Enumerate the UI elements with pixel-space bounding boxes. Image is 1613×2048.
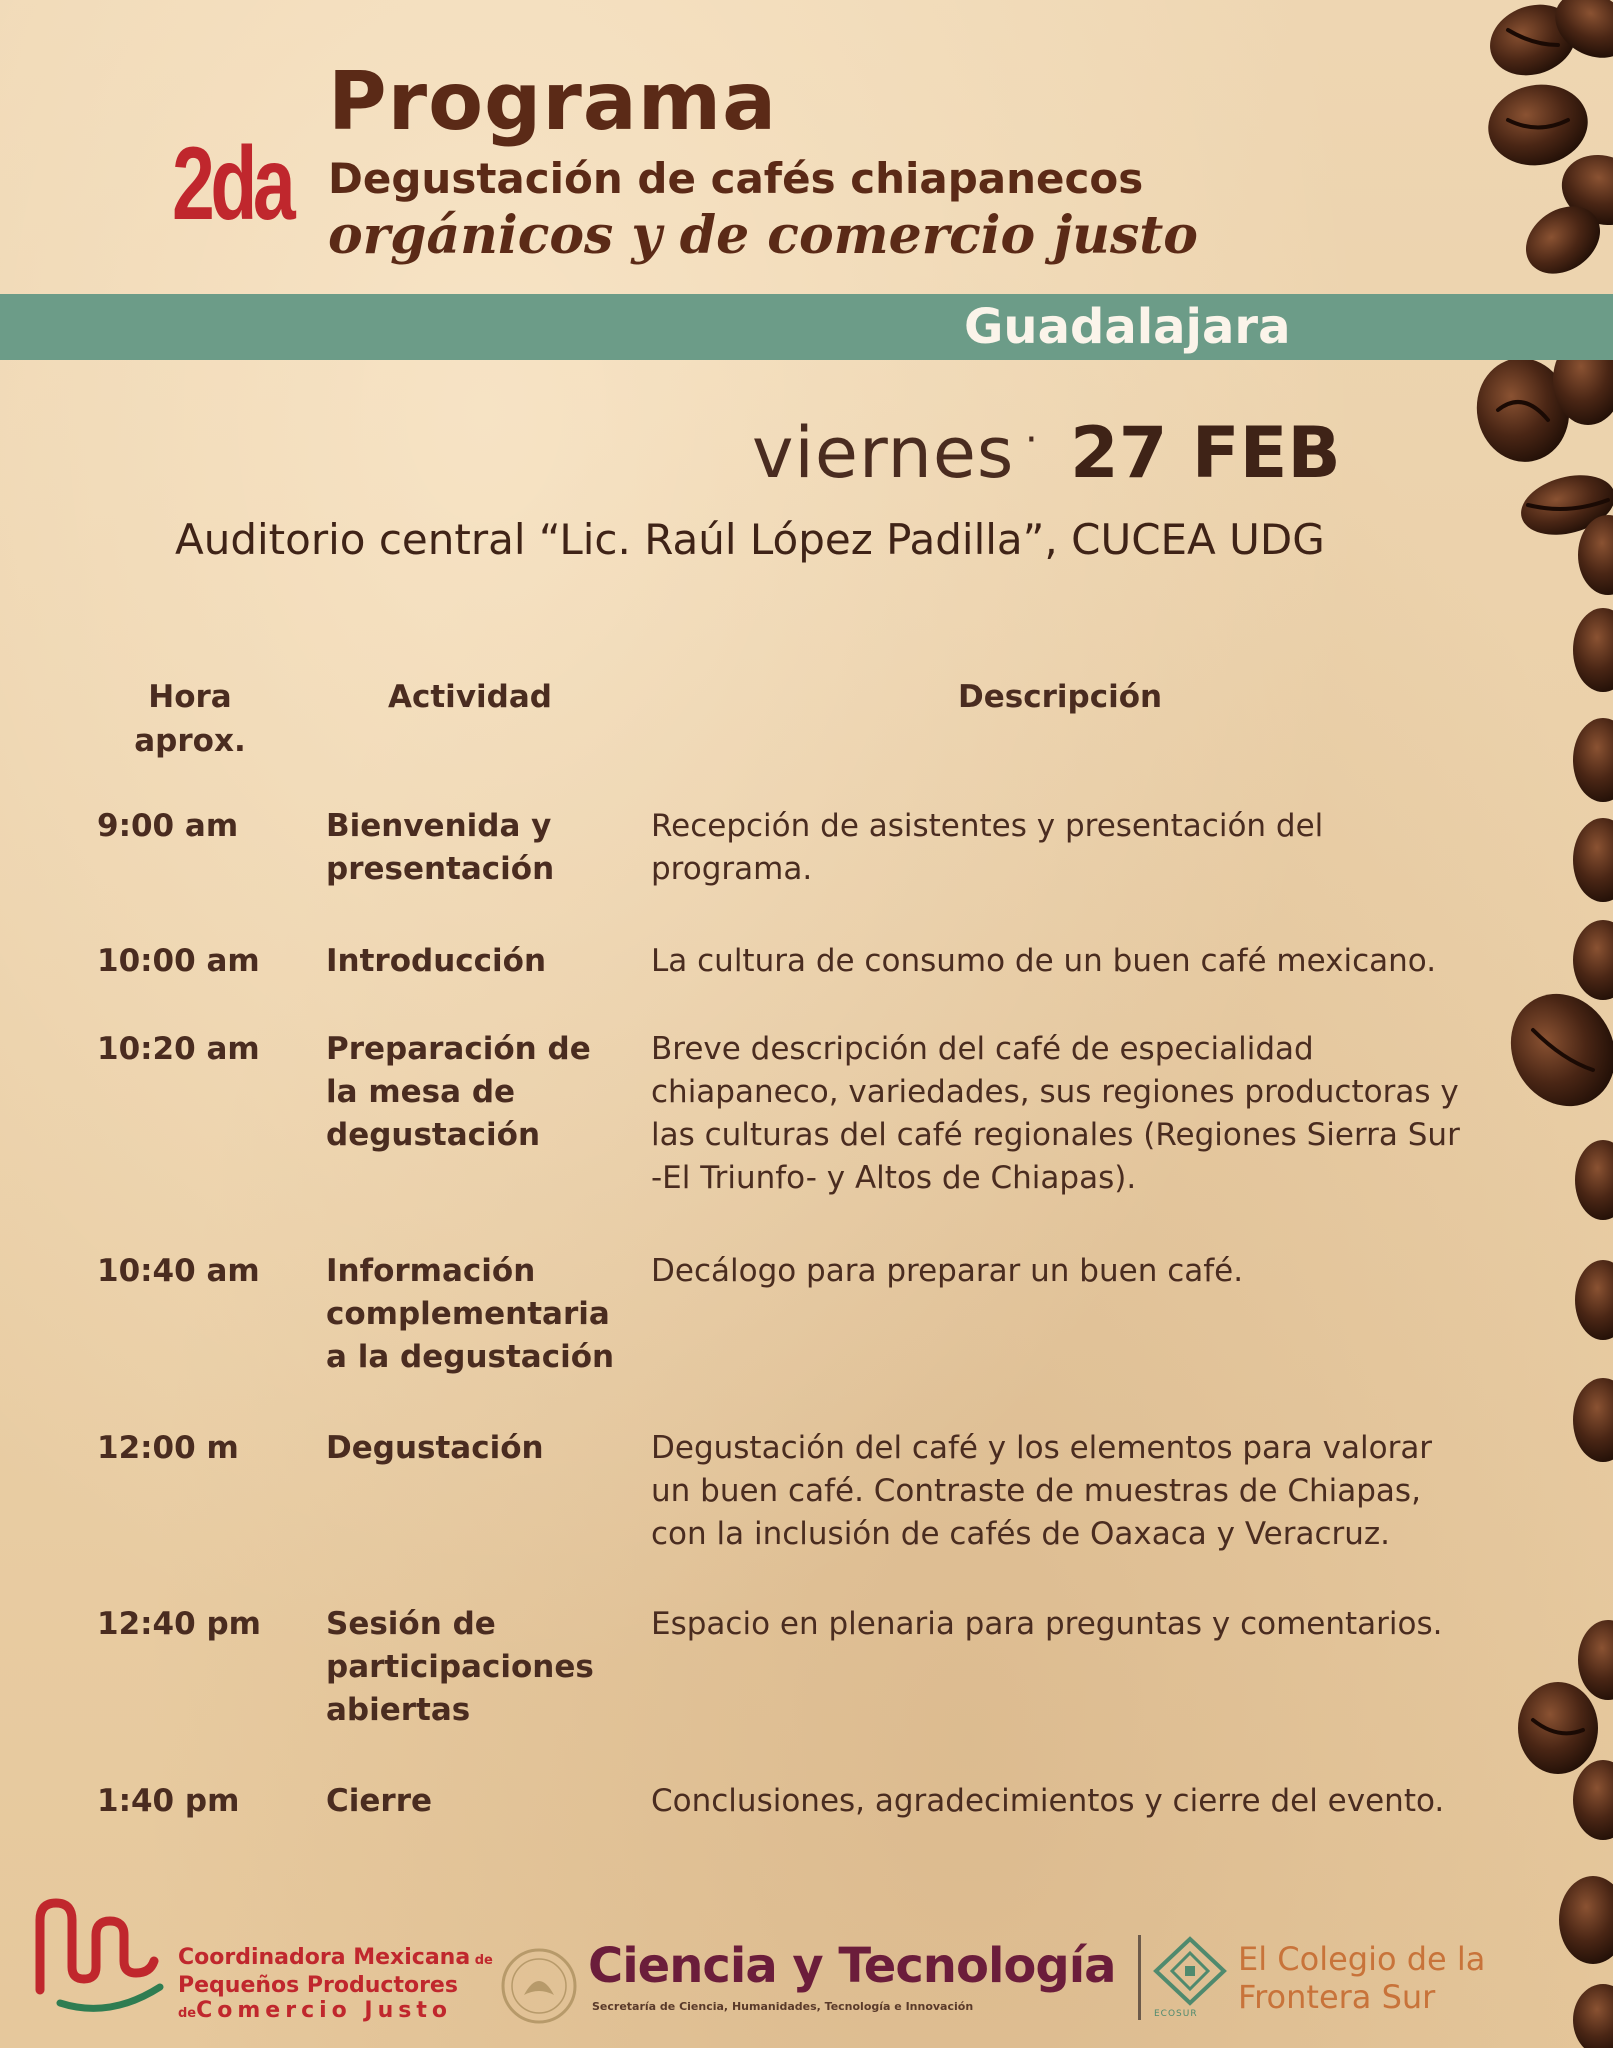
row-time: 10:00 am — [97, 943, 260, 979]
cmpp-logo-icon — [30, 1895, 170, 2013]
event-weekday: viernes — [752, 412, 1015, 494]
header-hora-line1: Hora — [148, 679, 232, 715]
cmpp-line3-small: de — [178, 2006, 197, 2021]
row-time: 12:40 pm — [97, 1606, 261, 1642]
header-actividad: Actividad — [388, 679, 552, 715]
ciencia-tecnologia-subtitle: Secretaría de Ciencia, Humanidades, Tecnología e Innovación — [592, 2000, 974, 2013]
row-time: 10:20 am — [97, 1031, 260, 1067]
event-date: 27 FEB — [1070, 412, 1341, 494]
city-banner — [0, 294, 1613, 360]
mexico-seal-icon — [500, 1947, 578, 2025]
row-time: 1:40 pm — [97, 1783, 240, 1819]
row-activity: Introducción — [326, 943, 547, 979]
row-description: La cultura de consumo de un buen café mexicano. — [651, 943, 1437, 979]
ciencia-tecnologia-logo: Ciencia y Tecnología — [588, 1938, 1116, 1994]
cmpp-line1: Coordinadora Mexicana — [178, 1945, 471, 1970]
city-label: Guadalajara — [964, 299, 1291, 355]
row-time: 12:00 m — [97, 1430, 239, 1466]
row-activity: Degustación — [326, 1430, 544, 1466]
row-description: Recepción de asistentes y presentación del programa. — [651, 808, 1324, 887]
ecosur-line1: El Colegio de la — [1238, 1940, 1486, 1978]
cmpp-line1-small: de — [470, 1953, 493, 1968]
header-hora — [115, 675, 265, 763]
header-descripcion: Descripción — [958, 679, 1163, 715]
cmpp-line3: Comercio Justo — [196, 1998, 453, 2023]
row-time: 10:40 am — [97, 1253, 260, 1289]
page-title: Programa — [328, 55, 778, 148]
row-activity: Sesión de participaciones abiertas — [326, 1606, 594, 1728]
footer-divider — [1138, 1935, 1141, 2020]
cmpp-name — [178, 1945, 493, 2026]
date-separator: · — [1025, 417, 1038, 463]
subtitle-line-2: orgánicos y de comercio justo — [328, 205, 1198, 266]
row-description: Conclusiones, agradecimientos y cierre del evento. — [651, 1783, 1445, 1819]
header-hora-line2: aprox. — [134, 723, 246, 759]
row-description: Espacio en plenaria para preguntas y comentarios. — [651, 1606, 1443, 1642]
ecosur-logo-icon — [1152, 1935, 1228, 2007]
row-activity: Información complementaria a la degustación — [326, 1253, 615, 1375]
edition-label: 2da — [172, 126, 292, 242]
row-activity: Cierre — [326, 1783, 433, 1819]
cmpp-line2: Pequeños Productores — [178, 1973, 458, 1998]
row-activity: Bienvenida y presentación — [326, 808, 555, 887]
event-venue: Auditorio central “Lic. Raúl López Padilla”, CUCEA UDG — [175, 515, 1325, 564]
row-description: Degustación del café y los elementos para valorar un buen café. Contraste de muestras de Chiapas, con la inclusión de cafés de Oaxaca y Veracruz. — [651, 1430, 1433, 1552]
ecosur-abbrev: ECOSUR — [1154, 2009, 1198, 2019]
row-description: Decálogo para preparar un buen café. — [651, 1253, 1244, 1289]
row-description: Breve descripción del café de especialidad chiapaneco, variedades, sus regiones productoras y las culturas del café regionales (Regiones Sierra Sur -El Triunfo- y Altos de Chiapas). — [651, 1031, 1460, 1196]
row-activity: Preparación de la mesa de degustación — [326, 1031, 591, 1153]
subtitle-line-1: Degustación de cafés chiapanecos — [328, 154, 1144, 203]
ecosur-name — [1238, 1940, 1485, 2016]
ecosur-line2: Frontera Sur — [1238, 1978, 1436, 2016]
row-time: 9:00 am — [97, 808, 239, 844]
